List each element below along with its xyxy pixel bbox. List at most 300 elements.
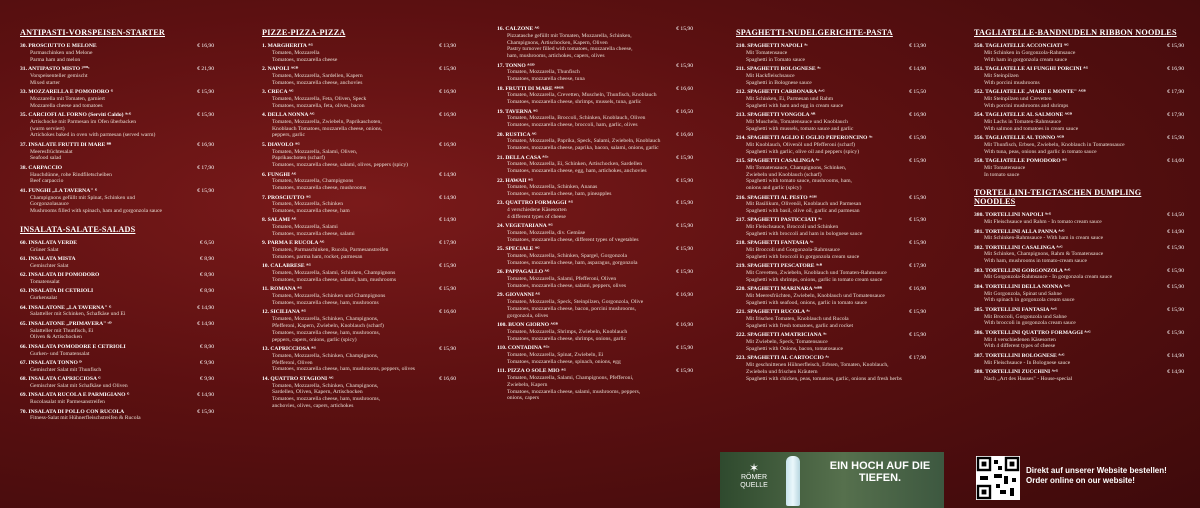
menu-item-description: onions, capers xyxy=(507,395,540,402)
section-title: SPAGHETTI-NUDELGERICHTE-PASTA xyxy=(736,28,893,37)
menu-item xyxy=(974,353,1184,367)
menu-item-price: € 8,90 xyxy=(200,343,214,350)
menu-item xyxy=(262,217,456,237)
menu-item-description: Mit Basilikum, Olivenöl, Knoblauch und Parmesan xyxy=(746,201,862,208)
menu-item-description: Tomatoes, mozzarella cheese, salami, peppers, olives xyxy=(507,283,627,290)
menu-item-price: € 16,90 xyxy=(197,43,214,49)
menu-item-description: Tomatoes, mozzarella cheese, broccoli, ham, garlic, olives xyxy=(507,122,638,129)
menu-item-description: With porcini mushrooms and shrimps xyxy=(984,102,1069,109)
menu-item-price: € 15,90 xyxy=(909,332,926,339)
menu-item-price: € 15,90 xyxy=(909,217,926,224)
menu-item-name: 4. DELLA NONNA ᴬᴳ xyxy=(262,111,315,118)
menu-item-name: 384. TORTELLINI DELLA NONNA ᴬᶜᴳ xyxy=(974,283,1071,290)
menu-item-description: Mit Steinpilzen und Crevetten xyxy=(984,95,1052,102)
menu-item-description: gorgonzola, olives xyxy=(507,312,549,319)
menu-item-description: Spaghetti with basil, olive oil, garlic and parmesan xyxy=(746,208,860,215)
menu-item-price: € 17,90 xyxy=(1167,111,1184,118)
menu-item-description: Mit Tomatensauce xyxy=(984,164,1026,171)
menu-item-name: 67. INSALATA TONNO ᴰ xyxy=(20,360,82,366)
menu-item-description: Tomaten, Mozzarella, Schinken, Champignons, xyxy=(272,352,379,359)
menu-item xyxy=(497,368,693,402)
menu-item-description: Tomaten, Mozzarella, Schinken xyxy=(272,201,344,208)
menu-item-name: 356. TAGLIATELLE AL TONNO ᴬᴳᴰ xyxy=(974,134,1065,141)
menu-item-description: Mit Hackfleischsauce xyxy=(746,72,795,79)
menu-item xyxy=(262,286,456,306)
menu-item-description: Tomatensalat xyxy=(30,279,60,286)
menu-item xyxy=(497,322,693,342)
menu-item-description: Tomatoes, mozzarella cheese, anchovies xyxy=(272,79,363,86)
menu-item xyxy=(974,330,1184,350)
menu-item-description: Mit Fleischsauce, Broccoli und Schinken xyxy=(746,224,839,231)
menu-item-description: Mit Lachs in Tomaten-Rahmsauce xyxy=(984,118,1062,125)
menu-item-name: 25. SPECIALE ᴬᴳ xyxy=(497,246,540,253)
menu-item xyxy=(20,272,214,286)
order-online-de: Direkt auf unserer Website bestellen! xyxy=(1026,466,1167,475)
menu-item-description: Gemischter Salat mit Thunfisch xyxy=(30,366,102,373)
menu-item-description: 4 different types of cheese xyxy=(507,214,566,221)
menu-item xyxy=(262,240,456,260)
menu-item-price: € 16,60 xyxy=(439,309,456,316)
menu-item-description: Beef carpaccio xyxy=(30,178,64,185)
menu-item-name: 351. TAGLIATELLE AI FUNGHI PORCINI ᴬᴳ xyxy=(974,65,1089,72)
menu-item-name: 110. CONTADINA ᴬᴳᶜ xyxy=(497,345,550,352)
menu-item xyxy=(262,195,456,215)
menu-item-price: € 14,90 xyxy=(1167,369,1184,375)
menu-item-description: Tomatoes, mozzarella cheese, salami, mushrooms, peppers, xyxy=(507,388,641,395)
menu-item-description: Tomatoes, mozzarella cheese, shrimps, mussels, tuna, garlic xyxy=(507,99,642,106)
menu-item-description: Tomaten, Mozzarella, Salami xyxy=(272,224,338,231)
menu-item-description: Spaghetti with seafood, onions, garlic in tomato sauce xyxy=(746,300,868,307)
menu-item-price: € 21,90 xyxy=(197,65,214,72)
menu-item-name: 41. FUNGHI „LA TAVERNA" ᴳ xyxy=(20,187,98,194)
menu-item-description: Tomaten, Mozzarella, div. Gemüse xyxy=(507,230,586,237)
ad-headline: EIN HOCH AUF DIE TIEFEN. xyxy=(829,460,931,484)
menu-item-description: Mit Knoblauch, Olivenöl und Pfefferoni (scharf) xyxy=(746,141,855,148)
menu-item-description: Tomaten, Mozzarella, Speck, Steinpilzen, Gorgonzola, Olive xyxy=(507,299,644,306)
menu-item-description: Spaghetti with ham and egg in cream sauce xyxy=(746,102,844,109)
menu-item-description: Spaghetti with shrimps, onions, garlic in tomato cream sauce xyxy=(746,277,883,284)
menu-item-name: 223. SPAGHETTI AL CARTOCCIO ᴬᶜ xyxy=(736,355,830,362)
menu-item-description: Spaghetti with broccoli and ham in bolognese sauce xyxy=(746,231,863,238)
menu-item-name: 211. SPAGHETTI BOLOGNESE ᴬᶜ xyxy=(736,65,821,72)
menu-item-name: 23. QUATTRO FORMAGGI ᴬᴳ xyxy=(497,200,574,207)
menu-item-price: € 17,90 xyxy=(909,263,926,270)
menu-item-price: € 17,90 xyxy=(439,240,456,247)
menu-item xyxy=(974,89,1184,109)
menu-item-name: 214. SPAGHETTI AGLIO E OGLIO PEPERONCINO ᴬᶜ xyxy=(736,134,873,141)
menu-item-name: 5. DIAVOLO ᴬᴳ xyxy=(262,141,300,148)
menu-item-description: Spaghetti with Onions, bacon, tomatosauce xyxy=(746,346,843,352)
menu-item-name: 388. TORTELLINI ZUCCHINI ᴬᶜᴳ xyxy=(974,369,1059,375)
menu-item xyxy=(20,376,214,390)
menu-item xyxy=(497,109,693,129)
menu-item-price: € 14,90 xyxy=(197,392,214,399)
menu-item-name: 64. INSALATONE „LA TAVERNA" ᴳ xyxy=(20,304,112,311)
qr-code[interactable] xyxy=(976,456,1020,500)
menu-item-name: 385. TORTELLINI FANTASIA ᴬᶜᴳ xyxy=(974,306,1057,313)
menu-item-price: € 15,90 xyxy=(676,368,693,375)
menu-item xyxy=(20,89,214,109)
menu-item-description: Oliven & Artischocken xyxy=(30,334,82,341)
menu-item-price: € 15,90 xyxy=(1167,306,1184,313)
menu-item-name: 11. ROMANA ᴬᴳ xyxy=(262,286,302,293)
menu-item xyxy=(20,360,214,374)
menu-item-description: peppers, garlic xyxy=(272,132,305,139)
menu-item-description: Mit Meeresfrüchten, Zwiebeln, Knoblauch und Tomatensauce xyxy=(746,293,885,300)
menu-item-description: Spaghetti in Bolognese sauce xyxy=(746,79,812,86)
menu-item xyxy=(497,86,693,106)
menu-item-name: 35. CARCIOFI AL FORNO (Serviti Caldo) ᴬᶜᴳ xyxy=(20,111,132,118)
menu-item-name: 70. INSALATA DI POLLO CON RUCOLA xyxy=(20,408,125,415)
menu-item xyxy=(736,89,926,109)
menu-item-price: € 15,90 xyxy=(676,246,693,253)
menu-item-name: 29. GIOVANNI ᴬᴳ xyxy=(497,292,541,299)
menu-item-description: Mit Tomatensauce, Champignons, Schinken, xyxy=(746,164,847,171)
antipasti-insalata-column xyxy=(20,28,214,508)
menu-item-price: € 16,60 xyxy=(439,375,456,382)
menu-item-price: € 15,90 xyxy=(197,408,214,415)
menu-item-price: € 15,90 xyxy=(909,157,926,164)
menu-item-price: € 16,90 xyxy=(439,141,456,148)
menu-item-name: 17. TONNO ᴬᴳᴰ xyxy=(497,62,535,69)
menu-item xyxy=(974,369,1184,383)
menu-item-description: Gemischter Salat xyxy=(30,262,69,269)
menu-item xyxy=(974,112,1184,132)
menu-item xyxy=(20,409,214,423)
menu-item xyxy=(974,66,1184,86)
menu-item xyxy=(20,66,214,86)
menu-item-description: Tomatoes, parma ham, rocket, parmesan xyxy=(272,254,363,261)
menu-item-name: 350. TAGLIATELLE ACCONCIATI ᴬᴳ xyxy=(974,43,1069,49)
menu-item-price: € 15,90 xyxy=(1167,244,1184,251)
menu-item-price: € 8,90 xyxy=(200,272,214,279)
menu-item-description: Nach „Art des Hauses" - House-special xyxy=(984,375,1073,382)
menu-item-name: 13. CAPRICCIOSA ᴬᴳ xyxy=(262,346,316,352)
menu-item-description: Tomatoes, mozzarella cheese, egg, ham, artichokes, anchovies xyxy=(507,168,647,175)
menu-item xyxy=(497,26,693,60)
menu-item-description: Tomatoes, mozzarella cheese, ham, pineapples xyxy=(507,191,612,198)
menu-item-price: € 14,50 xyxy=(1167,212,1184,219)
menu-item-description: Tomaten, Mozzarella, Shrimps, Zwiebeln, Knoblauch xyxy=(507,329,628,335)
menu-item-description: Tomaten, Mozzarella, Schinken, Spargel, Gorgonzola xyxy=(507,253,627,260)
menu-item-name: 215. SPAGHETTI CASALINGA ᴬᶜ xyxy=(736,157,820,164)
menu-item-description: Tomaten, Mozzarella, Paprika, Speck, Salami, Zwiebeln, Knoblauch xyxy=(507,138,661,145)
menu-item-name: 210. SPAGHETTI NAPOLI ᴬᶜ xyxy=(736,43,808,49)
menu-item-description: 4 verschiedene Käsesorten xyxy=(507,207,567,214)
menu-item xyxy=(736,217,926,237)
menu-item xyxy=(262,142,456,169)
menu-item-description: Tomaten, Mozzarella, Champignons xyxy=(272,178,354,185)
menu-item-name: 219. SPAGHETTI PESCATORE ᴬᶜᴮ xyxy=(736,263,822,270)
menu-item-price: € 17,90 xyxy=(909,355,926,362)
menu-item-description: Tomatoes, mozzarella cheese, ham, mushrooms, xyxy=(272,329,381,336)
menu-item-description: Tomaten, Mozzarella xyxy=(272,49,320,56)
menu-item-description: anchovies, olives, capers, artichokes xyxy=(272,402,354,409)
menu-item-description: With tuna, peas, onions and garlic in tomato sauce xyxy=(984,148,1097,155)
roemerquelle-logo: ✶ RÖMER QUELLE xyxy=(734,462,774,492)
menu-item-description: Tomaten, Mozzarella, Spinat, Zwiebeln, Ei xyxy=(507,351,604,358)
menu-item-price: € 16,90 xyxy=(909,286,926,293)
menu-item-description: Tomaten, Mozzarella, Feta, Oliven, Speck xyxy=(272,95,367,102)
menu-item-name: 383. TORTELLINI GORGONZOLA ᴬᶜᴳ xyxy=(974,267,1071,274)
menu-item xyxy=(497,246,693,266)
menu-item-description: Tomatoes, mozzarella cheese, tuna xyxy=(507,76,585,83)
menu-item-name: 12. SICILIANA ᴬᴳ xyxy=(262,309,307,316)
roemerquelle-advertisement xyxy=(720,452,944,508)
menu-item-description: Mit Gorgonzola, Spinat und Sahne xyxy=(984,290,1062,297)
menu-item-name: 33. MOZZARELLA E POMODORO ᴳ xyxy=(20,88,114,95)
menu-item-name: 19. TAVERNA ᴬᴳ xyxy=(497,108,538,115)
menu-item xyxy=(736,309,926,329)
menu-item-name: 8. SALAMI ᴬᴳ xyxy=(262,217,297,224)
menu-item xyxy=(20,305,214,319)
menu-item-price: € 15,90 xyxy=(676,269,693,276)
menu-item-description: Tomatoes, mozzarella cheese, bacon, porcini mushrooms, xyxy=(507,306,636,313)
menu-item xyxy=(974,268,1184,282)
menu-item-description: Tomaten, Mozzarella, Thunfisch xyxy=(507,69,580,76)
menu-item xyxy=(497,155,693,175)
menu-item-price: € 15,90 xyxy=(676,345,693,352)
menu-item-description: Pfefferoni, Kapern, Zwiebeln, Knoblauch (scharf) xyxy=(272,323,384,330)
menu-item-description: Spaghetti with garlic, olive oil and peppers (spicy) xyxy=(746,148,860,155)
menu-item-name: 18. FRUTTI DI MARE ᴬᴮᴳᴿ xyxy=(497,85,564,92)
menu-item-price: € 15,90 xyxy=(197,187,214,194)
menu-item-description: Tomaten, Mozzarella, Broccoli, Schinken, Knoblauch, Oliven xyxy=(507,115,646,122)
menu-item-name: 31. ANTIPASTO MISTO ²⁰⁰ᶜ xyxy=(20,65,90,72)
menu-item-price: € 14,90 xyxy=(909,65,926,72)
menu-item-description: Mit Muscheln, Tomatensauce und Knoblauch xyxy=(746,118,848,125)
menu-item-price: € 16,90 xyxy=(439,88,456,95)
menu-item-price: € 15,90 xyxy=(909,194,926,201)
menu-item-price: € 8,90 xyxy=(200,288,214,295)
menu-item-name: 3. CRECA ᴬᴳ xyxy=(262,88,294,95)
menu-item-description: Spaghetti with fresh tomatoes, garlic and rocket xyxy=(746,323,854,330)
menu-item-price: € 16,60 xyxy=(676,131,693,138)
menu-item-price: € 15,50 xyxy=(909,88,926,95)
menu-item-price: € 14,90 xyxy=(197,320,214,327)
menu-item xyxy=(497,292,693,319)
menu-item-description: Tomatoes, mozzarella cheese, ham, mushrooms, peppers, olives xyxy=(272,366,415,373)
menu-item xyxy=(20,188,214,215)
menu-item-price: € 16,90 xyxy=(676,322,693,329)
menu-item-price: € 15,90 xyxy=(676,223,693,230)
menu-item-description: Tomatoes, mozzarella cheese, salami, ham, mushrooms xyxy=(272,277,397,284)
menu-item-description: Mixed starter xyxy=(30,79,60,86)
menu-item-description: In tomato sauce xyxy=(984,171,1020,178)
pizza-column-2 xyxy=(497,26,693,508)
menu-item xyxy=(20,321,214,341)
menu-item xyxy=(736,195,926,215)
menu-item-price: € 15,90 xyxy=(1167,134,1184,141)
menu-item-description: Tomaten, Mozzarella, Salami, Champignons, Pfefferoni, xyxy=(507,374,634,381)
menu-item-description: Mit Schinken in Gorgonzola-Rahmsauce xyxy=(984,49,1076,56)
menu-item-name: 16. CALZONE ᴬᴳ xyxy=(497,26,540,32)
menu-item-description: Mit Fleischsauce und Rahm - In tomato cream sauce xyxy=(984,219,1102,226)
menu-item-description: Parmaschinken und Melone xyxy=(30,49,93,56)
menu-item-description: Vorspeisenteller gemischt xyxy=(30,72,88,79)
menu-item-price: € 15,90 xyxy=(439,286,456,293)
menu-item-description: Tomatoes, mozzarella cheese, mushrooms xyxy=(272,185,367,192)
menu-item-description: Salatteller mit Schinken, Schafkäse und Ei xyxy=(30,311,126,318)
menu-item-description: Tomatoes, mozzarella cheese, salami xyxy=(272,231,355,238)
menu-item-description: Mit Thunfisch, Erbsen, Zwiebeln, Knoblauch in Tomatensauce xyxy=(984,141,1125,148)
menu-item-name: 38. CARPACCIO xyxy=(20,164,63,171)
menu-item-description: Tomatoes, mozzarella cheese, ham, mushrooms, xyxy=(272,396,381,403)
menu-item-price: € 16,50 xyxy=(676,108,693,115)
menu-item-description: Tomatoes, mozzarella cheese, ham, asparagus, gorgonzola xyxy=(507,260,638,267)
menu-item-price: € 15,90 xyxy=(676,154,693,161)
menu-item-description: Tomatoes, mozzarella cheese, ham, mushrooms xyxy=(272,300,379,307)
menu-item-description: Tomaten, Mozzarella, Zwiebeln, Paprikaschoten, xyxy=(272,118,382,125)
menu-item xyxy=(262,376,456,410)
menu-item-description: Seafood salad xyxy=(30,155,62,162)
menu-item-description: Sardellen, Oliven, Kapern, Artischocken xyxy=(272,389,363,396)
menu-item-description: Zwiebeln und Knoblauch (scharf) xyxy=(746,171,822,178)
menu-item-price: € 16,90 xyxy=(676,292,693,299)
pizza-column-1 xyxy=(262,28,456,508)
menu-item-description: Spaghetti with mussels, tomato sauce and garlic xyxy=(746,125,854,132)
menu-item-price: € 15,90 xyxy=(676,200,693,207)
menu-item-description: Tomaten, Mozzarella, Salami, Oliven, xyxy=(272,148,358,155)
menu-item xyxy=(497,200,693,220)
menu-item-name: 60. INSALATA VERDE xyxy=(20,239,78,246)
menu-item-description: Tomatoes, mozzarella cheese, paprika, bacon, salami, onions, garlic xyxy=(507,145,659,152)
menu-item-description: Spaghetti with chicken, peas, tomatoes, garlic, onions and fresh herbs xyxy=(746,375,902,382)
menu-item-name: 20. RUSTICA ᴬᴳ xyxy=(497,131,537,138)
menu-item-name: 380. TORTELLINI NAPOLI ᴬᶜᴳ xyxy=(974,212,1052,219)
menu-item-description: Mit Broccoli, Gorgonzola und Sahne xyxy=(984,313,1067,320)
menu-item-description: Tomatoes, mozzarella cheese xyxy=(272,56,338,63)
menu-item-description: Gurken- und Tomatensalat xyxy=(30,350,90,357)
menu-item xyxy=(20,256,214,270)
menu-item-price: € 14,90 xyxy=(197,304,214,311)
menu-item-price: € 6,50 xyxy=(200,239,214,246)
section-title: INSALATA-SALATE-SALADS xyxy=(20,224,136,234)
menu-item-description: Tomatoes, mozzarella cheese, salami, olives, peppers (spicy) xyxy=(272,162,408,169)
menu-item-price: € 13,90 xyxy=(439,43,456,49)
menu-item xyxy=(736,43,926,63)
menu-item xyxy=(736,66,926,86)
menu-item-price: € 15,90 xyxy=(1167,43,1184,49)
menu-item-name: 7. PROSCIUTTO ᴬᴳ xyxy=(262,194,311,201)
menu-item xyxy=(974,229,1184,243)
menu-item xyxy=(974,284,1184,304)
menu-item xyxy=(497,178,693,198)
menu-item-price: € 15,90 xyxy=(439,346,456,352)
menu-item-name: 68. INSALATA CAPRICCIOSA ᴳ xyxy=(20,376,101,383)
menu-item-description: Mit Broccoli und Gorgonzola-Rahmsauce xyxy=(746,247,840,254)
menu-item-description: Mozzarella mit Tomaten, garniert xyxy=(30,95,105,102)
menu-item-price: € 16,90 xyxy=(1167,65,1184,72)
menu-item xyxy=(20,344,214,358)
menu-item-name: 387. TORTELLINI BOLOGNESE ᴬᶜᴳ xyxy=(974,352,1065,359)
menu-item-description: Tomaten, Mozzarella, Schinken, Champignons, xyxy=(272,316,379,323)
menu-item-description: Mit frischen Tomaten, Knoblauch und Rucola xyxy=(746,316,849,323)
menu-item-name: 14. QUATTRO STAGIONI ᴬᴳ xyxy=(262,375,334,382)
menu-item-price: € 15,90 xyxy=(1167,283,1184,290)
menu-item-description: Tomatoes, mozzarella cheese, ham xyxy=(272,208,350,215)
menu-item-description: Tomatoes, mozzarella cheese, spinach, onions, egg xyxy=(507,358,621,365)
menu-item-description: Tomatoes, mozzarella cheese, different types of vegetables xyxy=(507,237,639,244)
menu-item-price: € 9,90 xyxy=(200,360,214,366)
menu-item xyxy=(974,43,1184,63)
menu-item-name: 220. SPAGHETTI MARINARA ᴬᶜᴮᴿ xyxy=(736,286,823,293)
menu-item-name: 63. INSALATA DI CETRIOLI xyxy=(20,288,94,295)
menu-item xyxy=(974,307,1184,327)
menu-item-price: € 16,90 xyxy=(909,111,926,118)
menu-item-name: 22. HAWAII ᴬᴳ xyxy=(497,177,533,184)
menu-item xyxy=(20,240,214,254)
menu-item-price: € 16,90 xyxy=(197,141,214,148)
menu-item-price: € 15,90 xyxy=(909,309,926,316)
menu-item xyxy=(974,135,1184,155)
menu-item-name: 213. SPAGHETTI VONGOLA ᴬᴿ xyxy=(736,111,816,118)
menu-item xyxy=(20,165,214,185)
order-online-text xyxy=(1026,466,1196,486)
menu-item-name: 61. INSALATA MISTA xyxy=(20,256,76,263)
menu-item-description: Paprikaschoten (scharf) xyxy=(272,155,325,162)
menu-item-description: Salatteller mit Thunfisch, Ei xyxy=(30,327,94,334)
menu-item-price: € 16,60 xyxy=(676,85,693,92)
menu-item-description: Mit geschnittenen Hühnerfleisch, Erbsen, Tomaten, Knoblauch, xyxy=(746,362,889,369)
menu-item xyxy=(736,112,926,132)
menu-item xyxy=(497,269,693,289)
menu-item-name: 358. TAGLIATELLE POMODORO ᴬᴳ xyxy=(974,157,1067,164)
menu-item xyxy=(497,63,693,83)
order-online-en: Order online on our website! xyxy=(1026,476,1135,485)
menu-item-name: 6. FUNGHI ᴬᴳ xyxy=(262,171,297,178)
menu-item xyxy=(262,89,456,109)
menu-item-description: With spinach in gorgonzola cream sauce xyxy=(984,297,1075,304)
menu-item-description: Artischocke mit Parmesan im Ofen überbacken xyxy=(30,118,137,125)
menu-item xyxy=(262,43,456,63)
menu-item-name: 218. SPAGHETTI FANTASIA ᴬᶜ xyxy=(736,240,814,247)
menu-item-price: € 15,90 xyxy=(1167,329,1184,336)
menu-item xyxy=(497,345,693,365)
menu-item xyxy=(736,263,926,283)
menu-item-name: 217. SPAGHETTI PASTICCIATI ᴬᶜ xyxy=(736,217,822,224)
menu-item-price: € 15,90 xyxy=(676,26,693,32)
menu-item-price: € 9,90 xyxy=(200,376,214,383)
menu-item-description: Mit Steinpilzen xyxy=(984,72,1019,79)
menu-item xyxy=(20,112,214,139)
menu-item-name: 222. SPAGHETTI AMATRICIANA ᴬᶜ xyxy=(736,332,827,339)
menu-item-price: € 14,90 xyxy=(1167,228,1184,235)
menu-item-description: Tomaten, Mozzarella, Salami, Schinken, Champignons xyxy=(272,270,396,277)
menu-item-name: 10. CALABRESE ᴬᴳ xyxy=(262,263,311,270)
menu-item-description: peppers, capers, onions, garlic (spicy) xyxy=(272,336,357,343)
menu-item-description: Gorgonzolasauce xyxy=(30,201,69,208)
menu-item-description: With ham, mushrooms in tomato-cream sauce xyxy=(984,258,1087,265)
menu-item xyxy=(736,355,926,382)
menu-item-name: 30. PROSCIUTTO E MELONE xyxy=(20,43,97,49)
menu-item-name: 354. TAGLIATELLE AL SALMONE ᴬᴳᴰ xyxy=(974,111,1073,118)
menu-item xyxy=(736,332,926,352)
menu-item-name: 386. TORTELLINI QUATTRO FORMAGGI ᴬᶜᴳ xyxy=(974,329,1091,336)
menu-item-price: € 15,90 xyxy=(439,263,456,270)
menu-item-description: (warm serviert) xyxy=(30,125,65,132)
menu-item-price: € 15,90 xyxy=(197,111,214,118)
menu-item-description: Tomaten, Mozzarella, Ei, Schinken, Artischocken, Sardellen xyxy=(507,161,643,168)
menu-item-description: Zwiebeln und frischen Kräutern xyxy=(746,368,818,375)
menu-item-name: 100. BUON GIORNO ᴬᴳᴮ xyxy=(497,322,558,329)
menu-item-name: 24. VEGETARIANA ᴬᴳ xyxy=(497,223,553,230)
menu-item-name: 69. INSALATA RUCOLA E PARMIGIANO ᴳ xyxy=(20,392,130,399)
menu-item xyxy=(262,263,456,283)
menu-item-description: Mushrooms filled with spinach, ham and gorgonzola sauce xyxy=(30,208,162,215)
ad-logo-text: RÖMER QUELLE xyxy=(740,474,768,489)
menu-item-price: € 14,90 xyxy=(439,217,456,224)
